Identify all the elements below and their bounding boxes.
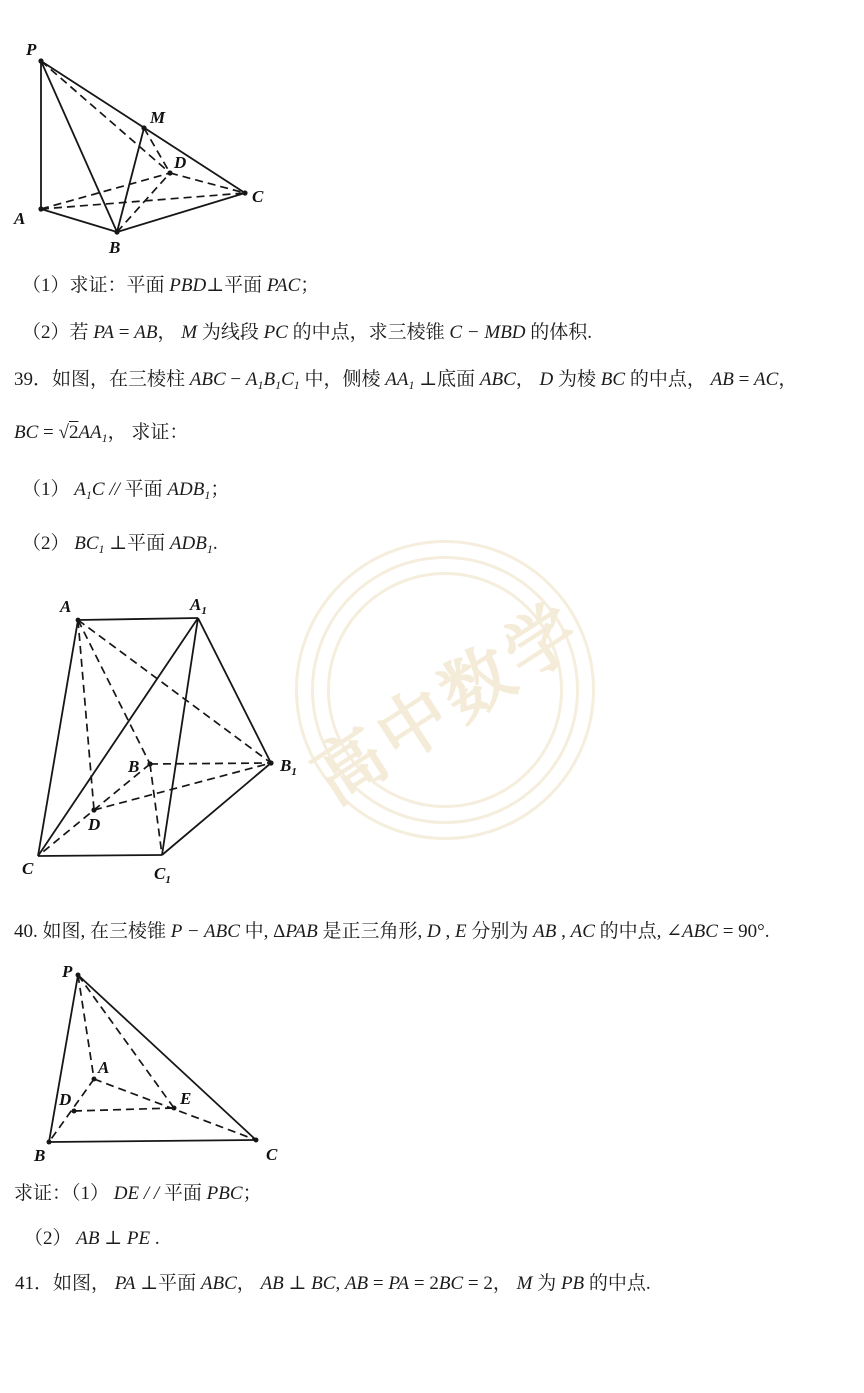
edge-BC1 (150, 764, 162, 855)
figure-pyramid-pabc (20, 963, 305, 1168)
label-C: C (252, 187, 264, 206)
vertex-B1 (268, 760, 273, 765)
watermark-outer-ring (295, 540, 595, 840)
vertex-C (242, 190, 247, 195)
edge-A1B1 (198, 618, 271, 763)
vertex-B (147, 761, 152, 766)
edge-AC (38, 620, 78, 856)
problem40-part2: （2） AB ⊥ PE . (24, 1228, 160, 1249)
fig3-dashed-edges (49, 975, 256, 1142)
figure-prism-abc-a1b1c1 (20, 593, 320, 891)
fig3-vertex-dots (47, 973, 259, 1145)
problem39-part1: （1） $A_1C$ // 平面 $ADB_1$； (22, 479, 230, 502)
edge-MD (144, 128, 170, 173)
label-C1: $C_1$ (154, 864, 171, 886)
label-E: E (180, 1089, 192, 1108)
vertex-C (254, 1138, 259, 1143)
edge-A1C1 (162, 618, 198, 855)
problem38-part1: （1）求证：平面 PBD⊥平面 PAC； (22, 275, 320, 296)
edge-BC (49, 1140, 256, 1142)
fig2-vertex-dots (76, 618, 274, 813)
problem40-statement: 40. 如图, 在三棱锥 P − ABC 中, ΔPAB 是正三角形, D , E 分别为 AB , AC 的中点, ∠ABC = 90°. (14, 921, 770, 942)
edge-B1C1 (162, 763, 271, 855)
label-B: B (128, 757, 140, 776)
label-B: B (34, 1146, 46, 1165)
vertex-A (76, 618, 81, 623)
vertex-A (92, 1077, 97, 1082)
fig1-vertex-dots (38, 58, 247, 234)
vertex-B (47, 1140, 52, 1145)
edge-BB1 (150, 763, 271, 764)
vertex-A (38, 206, 43, 211)
edge-AB1 (78, 620, 271, 763)
problem41-statement: 41．如图， PA ⊥平面 ABC， AB ⊥ BC, AB = PA = 2BC = 2， M 为 PB 的中点. (15, 1273, 651, 1294)
edge-PB (49, 975, 78, 1142)
edge-PA (78, 975, 94, 1079)
vertex-B (114, 229, 119, 234)
label-B: B (109, 238, 121, 257)
edge-AD (41, 173, 170, 209)
label-P: P (26, 40, 37, 59)
vertex-P (76, 973, 81, 978)
edge-PE (78, 975, 174, 1108)
figure-tetrahedron-pabc (6, 22, 296, 267)
fig2-vertex-labels (22, 595, 297, 886)
vertex-D (91, 807, 96, 812)
label-D: D (59, 1090, 72, 1109)
watermark-stamp (295, 540, 598, 840)
label-A: A (98, 1058, 110, 1077)
label-M: M (150, 108, 166, 127)
edge-DE (74, 1108, 174, 1111)
problem38-part2: （2）若 PA = AB， M 为线段 PC 的中点，求三棱锥 C − MBD 的体积. (22, 322, 593, 343)
watermark-inner-ring (327, 572, 563, 808)
fig2-dashed-edges (38, 620, 271, 856)
watermark-text: 高中数学 (300, 589, 598, 820)
edge-CC1 (38, 855, 162, 856)
problem39-part2: （2） $BC_1$ ⊥平面 $ADB_1$. (22, 533, 218, 556)
problem39-statement-line1: 39．如图，在三棱柱 ABC − $A_1B_1C_1$ 中，侧棱 $AA_1$ ⊥底面 ABC， D 为棱 BC 的中点， AB = AC， (14, 369, 798, 392)
label-D: D (174, 153, 187, 172)
label-A: A (60, 597, 72, 616)
edge-AB (41, 209, 117, 232)
edge-A1C (38, 618, 198, 856)
fig1-dashed-edges (41, 61, 245, 232)
label-D: D (88, 815, 101, 834)
vertex-D (167, 170, 172, 175)
edge-AA1 (78, 618, 198, 620)
fig3-solid-edges (49, 975, 256, 1142)
edge-BC (117, 193, 245, 232)
label-A1: $A_1$ (190, 595, 207, 617)
watermark-middle-ring (311, 556, 579, 824)
problem39-statement-line2: BC = $√2AA_1$， 求证： (14, 422, 189, 445)
vertex-M (141, 125, 146, 130)
label-C: C (266, 1145, 278, 1164)
label-B1: $B_1$ (280, 756, 297, 778)
vertex-D (72, 1109, 77, 1114)
label-A: A (14, 209, 26, 228)
label-C: C (22, 859, 34, 878)
problem40-part1: 求证：（1） DE / / 平面 PBC； (14, 1183, 262, 1204)
edge-DC (170, 173, 245, 193)
vertex-P (38, 58, 43, 63)
label-P: P (62, 962, 73, 981)
vertex-E (172, 1106, 177, 1111)
